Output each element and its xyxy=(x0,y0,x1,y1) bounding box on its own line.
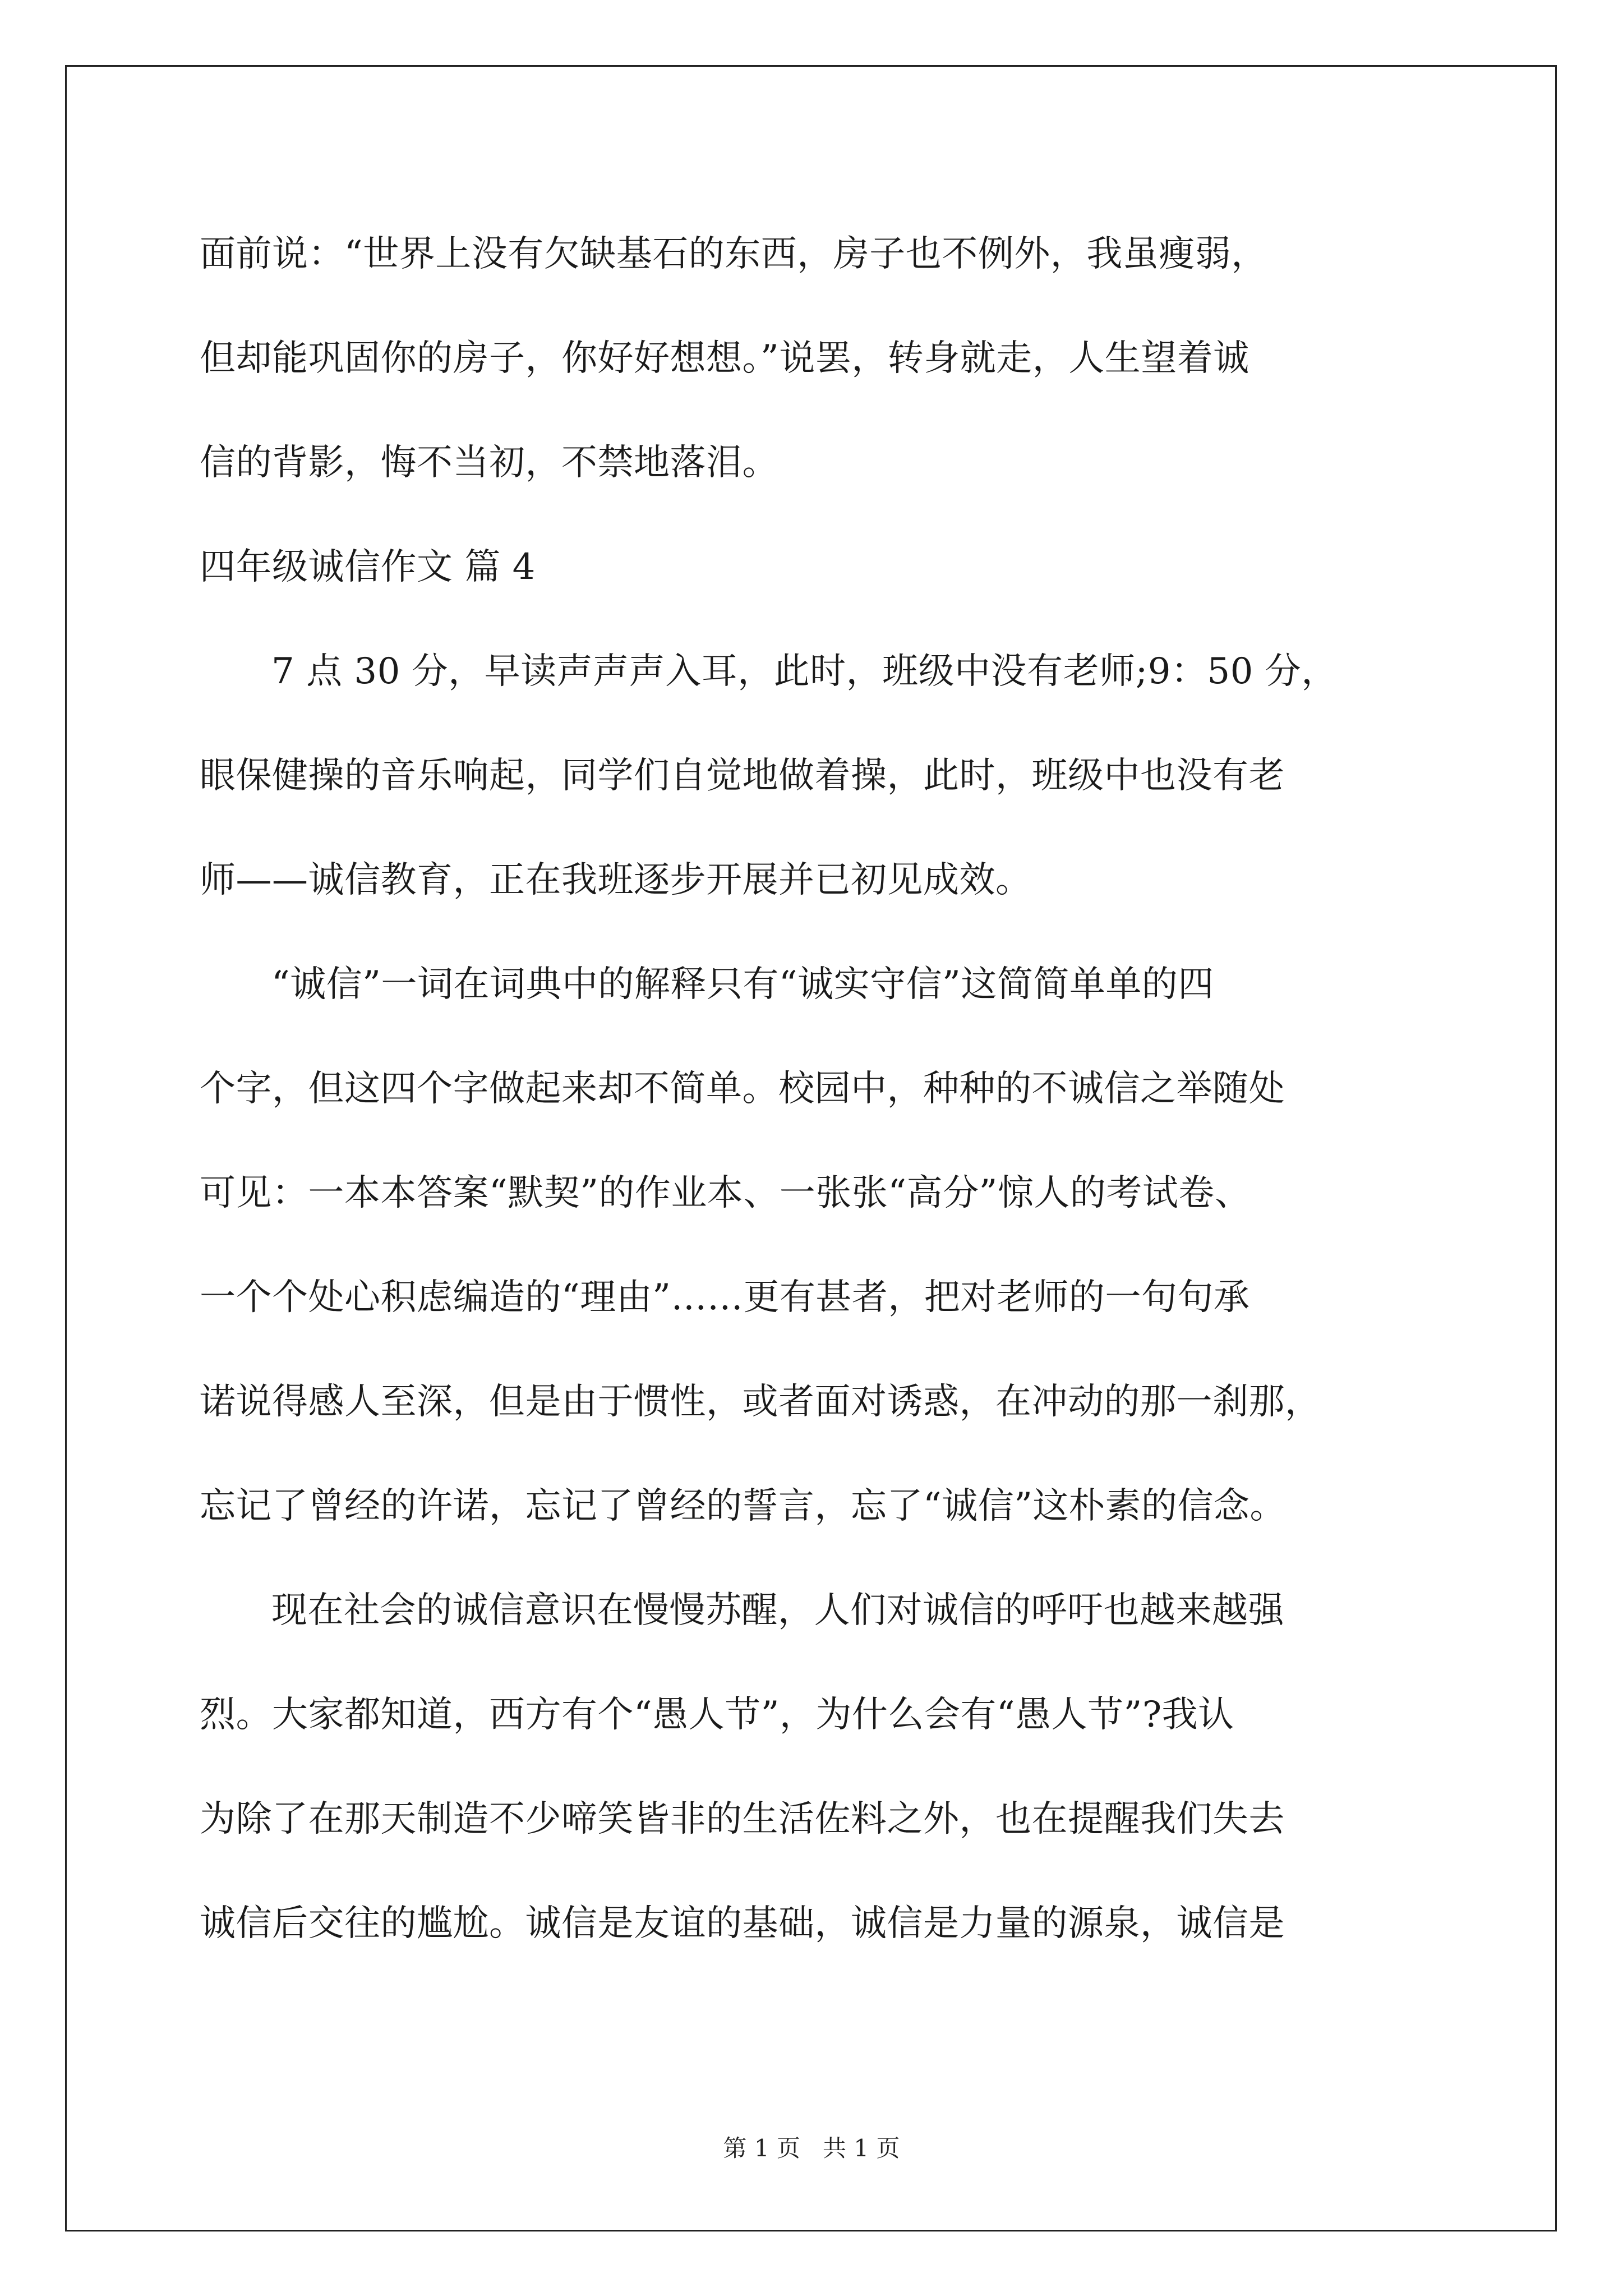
text-line: 诚信后交往的尴尬。诚信是友谊的基础，诚信是力量的源泉，诚信是 xyxy=(200,1903,1285,1944)
paragraph-start-line: “诚信”一词在词典中的解释只有“诚实守信”这简简单单的四 xyxy=(271,964,1214,1005)
document-body xyxy=(200,202,1456,1976)
text-line: 诺说得感人至深，但是由于惯性，或者面对诱惑，在冲动的那一刹那， xyxy=(200,1381,1321,1423)
text-line: 一个个处心积虑编造的“理由”……更有甚者，把对老师的一句句承 xyxy=(200,1277,1250,1318)
text-line: 个字，但这四个字做起来却不简单。校园中，种种的不诚信之举随处 xyxy=(200,1068,1285,1110)
text-line: 但却能巩固你的房子，你好好想想。”说罢，转身就走，人生望着诚 xyxy=(200,338,1249,379)
section-heading: 四年级诚信作文 篇 4 xyxy=(200,546,536,588)
text-line: 面前说：“世界上没有欠缺基石的东西，房子也不例外，我虽瘦弱， xyxy=(200,233,1267,275)
paragraph-start-line: 7 点 30 分，早读声声声入耳，此时，班级中没有老师;9：50 分， xyxy=(271,651,1338,692)
text-line: 师——诚信教育，正在我班逐步开展并已初见成效。 xyxy=(200,859,1032,901)
text-line: 信的背影，悔不当初，不禁地落泪。 xyxy=(200,442,778,484)
text-line: 为除了在那天制造不少啼笑皆非的生活佐料之外，也在提醒我们失去 xyxy=(200,1798,1285,1840)
text-line: 烈。大家都知道，西方有个“愚人节”，为什么会有“愚人节”?我认 xyxy=(200,1694,1234,1736)
text-line: 忘记了曾经的许诺，忘记了曾经的誓言，忘了“诚信”这朴素的信念。 xyxy=(200,1485,1286,1527)
page-number-footer: 第 1 页 共 1 页 xyxy=(723,2134,900,2162)
text-line: 可见：一本本答案“默契”的作业本、一张张“高分”惊人的考试卷、 xyxy=(200,1172,1251,1214)
paragraph-start-line: 现在社会的诚信意识在慢慢苏醒，人们对诚信的呼吁也越来越强 xyxy=(271,1590,1284,1631)
text-line: 眼保健操的音乐响起，同学们自觉地做着操，此时，班级中也没有老 xyxy=(200,755,1285,797)
